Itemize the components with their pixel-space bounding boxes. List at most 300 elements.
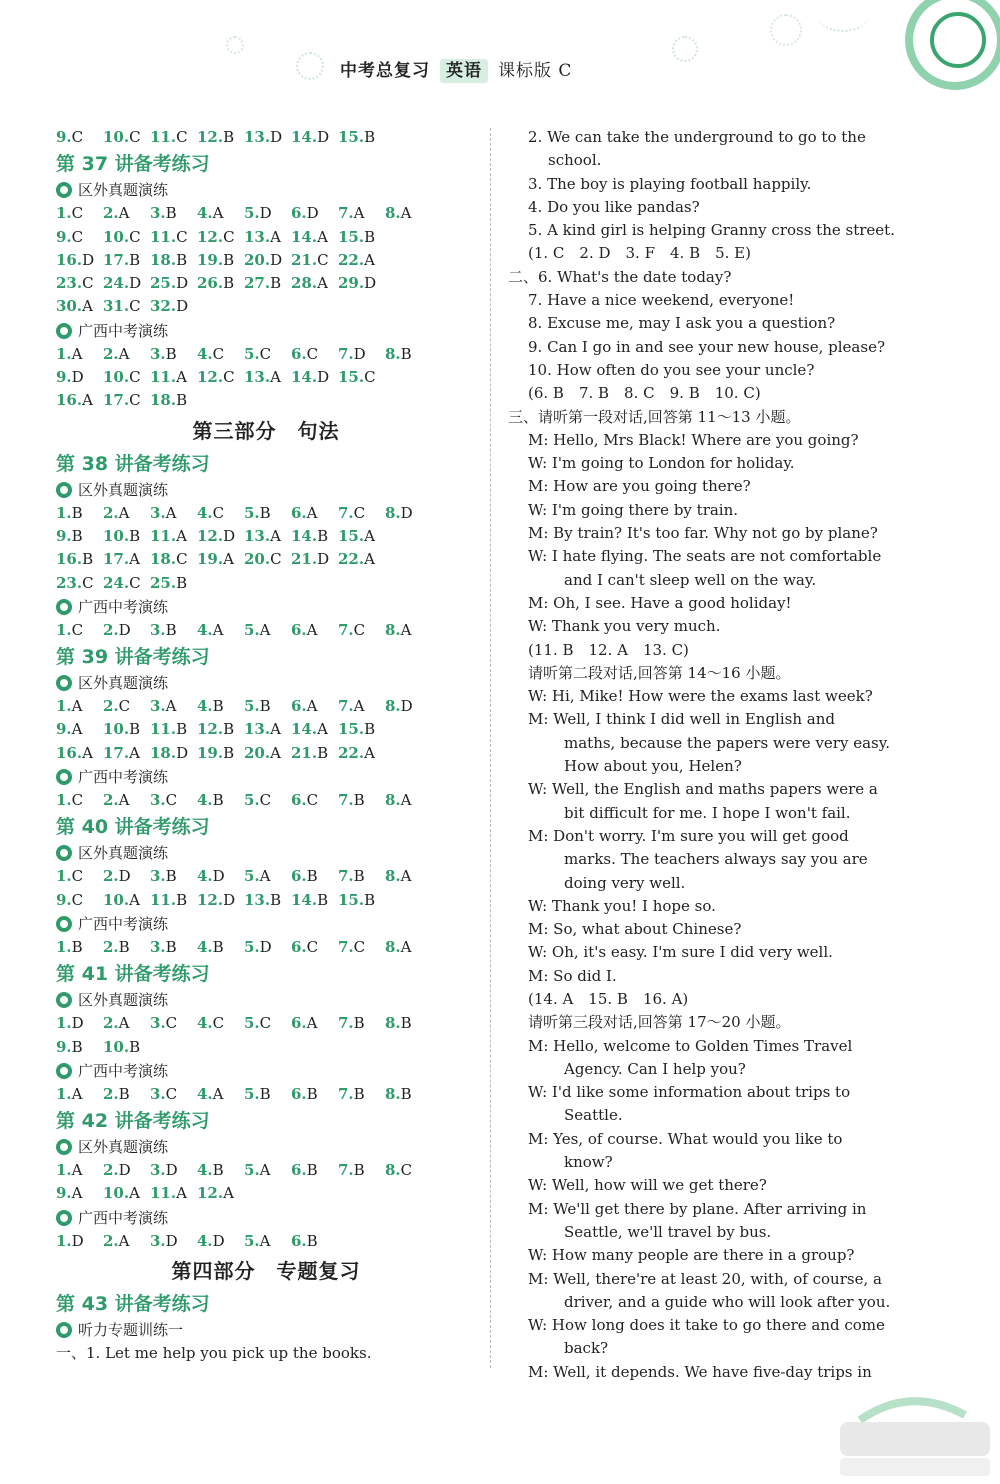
question-number: 4. [197, 697, 213, 716]
question-number: 3. [150, 1014, 166, 1033]
answer-item [291, 202, 338, 225]
answer-item [56, 1012, 103, 1035]
answer-item [338, 366, 385, 389]
answer-letter: C [165, 791, 178, 810]
answer-letter: B [223, 274, 235, 293]
question-number: 21. [291, 550, 318, 569]
answer-letter: B [317, 743, 329, 762]
question-number: 18. [150, 391, 177, 410]
answer-item [244, 1012, 291, 1035]
answer-item [291, 249, 338, 272]
answer-item [197, 619, 244, 642]
answer-row [56, 502, 476, 525]
question-number: 2. [103, 344, 119, 363]
answer-item [150, 502, 197, 525]
question-number: 25. [150, 274, 177, 293]
answer-letter: D [118, 620, 131, 639]
answer-letter: B [71, 1037, 83, 1056]
section-bullet-icon [56, 1139, 72, 1155]
question-number: 11. [150, 128, 177, 146]
answer-item [385, 936, 432, 959]
answer-item [385, 619, 432, 642]
answer-item [150, 572, 197, 595]
answer-item [338, 619, 385, 642]
question-number: 2. [103, 503, 119, 522]
subheading-text: 区外真题演练 [78, 480, 169, 499]
lesson-heading: 第 41 讲备考练习 [56, 963, 210, 986]
answer-item [56, 389, 103, 412]
answer-row [56, 936, 476, 959]
answer-letter: B [306, 1084, 318, 1103]
section-bullet-icon [56, 845, 72, 861]
question-number: 15. [338, 368, 365, 387]
answer-letter: C [223, 227, 235, 246]
answer-letter: A [118, 344, 130, 363]
answer-item [197, 1182, 244, 1205]
answer-row [56, 1159, 476, 1182]
answer-item [150, 525, 197, 548]
question-number: 5. [244, 1014, 260, 1033]
answer-row [56, 572, 476, 595]
answer-item [150, 889, 197, 912]
question-number: 7. [338, 937, 354, 956]
script-line: 3. The boy is playing football happily. [528, 174, 812, 193]
answer-item [244, 202, 291, 225]
question-number: 19. [197, 743, 224, 762]
script-line: 9. Can I go in and see your new house, please? [528, 337, 885, 356]
question-number: 13. [244, 526, 271, 545]
answer-letter: C [71, 890, 84, 909]
question-number: 23. [56, 274, 83, 293]
lesson-heading: 第 39 讲备考练习 [56, 646, 210, 669]
question-number: 14. [291, 128, 318, 146]
answer-letter: A [400, 867, 412, 886]
answer-letter: D [317, 368, 330, 387]
question-number: 5. [244, 1161, 260, 1180]
question-number: 7. [338, 1084, 354, 1103]
question-number: 10. [103, 890, 130, 909]
answer-letter: C [71, 128, 84, 146]
answer-letter: B [165, 204, 177, 223]
script-line: 请听第三段对话,回答第 17～20 小题。 [528, 1013, 791, 1032]
question-number: 3. [150, 791, 166, 810]
script-line: W: Thank you very much. [528, 617, 721, 636]
answer-item [103, 1182, 150, 1205]
answer-letter: C [129, 391, 141, 410]
answer-letter: D [71, 368, 84, 387]
script-line: Seattle. [564, 1106, 623, 1125]
question-number: 1. [56, 1014, 72, 1033]
subheading-text: 广西中考演练 [78, 914, 169, 933]
answer-letter: A [270, 368, 281, 387]
answer-letter: B [306, 867, 318, 886]
answer-item [103, 1159, 150, 1182]
answer-item [338, 126, 385, 149]
script-line: W: Well, the English and maths papers were a [528, 780, 878, 799]
question-number: 5. [244, 1231, 260, 1250]
answer-letter: D [317, 550, 330, 569]
answer-letter: A [259, 1161, 271, 1180]
answer-item [291, 343, 338, 366]
question-number: 7. [338, 344, 354, 363]
answer-item [291, 525, 338, 548]
answer-letter: B [353, 791, 365, 810]
script-line: M: Hello, Mrs Black! Where are you going? [528, 430, 859, 449]
answer-item [385, 865, 432, 888]
script-line: and I can't sleep well on the way. [564, 570, 817, 589]
answer-row [56, 1182, 476, 1205]
question-number: 13. [244, 368, 271, 387]
answer-letter: B [317, 526, 329, 545]
question-number: 1. [56, 867, 72, 886]
answer-item [103, 889, 150, 912]
answer-letter: C [306, 344, 319, 363]
answer-letter: C [353, 503, 366, 522]
answer-letter: A [71, 1084, 83, 1103]
answer-item [338, 1012, 385, 1035]
lesson-heading: 第 43 讲备考练习 [56, 1293, 210, 1316]
answer-letter: A [71, 697, 83, 716]
question-number: 4. [197, 867, 213, 886]
answer-letter: B [364, 890, 376, 909]
part-heading: 第三部分 句法 [192, 418, 340, 443]
answer-item [244, 695, 291, 718]
script-line: Agency. Can I help you? [564, 1059, 746, 1078]
subject-badge: 英语 [440, 59, 488, 83]
answer-item [197, 1012, 244, 1035]
script-line: M: Don't worry. I'm sure you will get good [528, 826, 849, 845]
question-number: 20. [244, 550, 271, 569]
answer-letter: C [71, 791, 84, 810]
answer-item [197, 789, 244, 812]
section-bullet-icon [56, 182, 72, 198]
answer-row [56, 249, 476, 272]
answer-letter: B [364, 128, 376, 146]
question-number: 6. [291, 620, 307, 639]
question-number: 29. [338, 274, 365, 293]
answer-letter: D [270, 250, 283, 269]
section-bullet-icon [56, 323, 72, 339]
answer-item [150, 295, 197, 318]
answer-letter: A [165, 697, 177, 716]
answer-letter: D [212, 867, 225, 886]
script-line: W: How many people are there in a group? [528, 1246, 855, 1265]
answer-item [56, 789, 103, 812]
question-number: 24. [103, 573, 130, 592]
question-number: 6. [291, 697, 307, 716]
answer-item [150, 619, 197, 642]
answer-item [150, 226, 197, 249]
answer-letter: C [165, 1084, 178, 1103]
answer-letter: C [353, 620, 366, 639]
answer-letter: A [306, 1014, 318, 1033]
answer-item [56, 126, 103, 149]
question-number: 6. [291, 791, 307, 810]
script-line: W: Hi, Mike! How were the exams last week? [528, 687, 873, 706]
answer-item [56, 1159, 103, 1182]
script-line: M: How are you going there? [528, 477, 751, 496]
question-number: 5. [244, 503, 260, 522]
answer-letter: C [71, 204, 84, 223]
answer-letter: A [118, 1231, 130, 1250]
answer-letter: A [129, 743, 140, 762]
exercise-subheading [56, 912, 476, 936]
answer-item [385, 695, 432, 718]
question-number: 25. [150, 573, 177, 592]
answer-letter: D [129, 274, 142, 293]
answer-letter: A [82, 743, 93, 762]
answer-letter: D [71, 1231, 84, 1250]
script-line: M: Yes, of course. What would you like to [528, 1129, 843, 1148]
answer-letter: B [129, 1037, 141, 1056]
answer-item [56, 1036, 103, 1059]
answer-letter: D [212, 1231, 225, 1250]
answer-row [56, 695, 476, 718]
answer-item [244, 619, 291, 642]
answer-item [291, 226, 338, 249]
answer-item [103, 366, 150, 389]
answer-item [103, 936, 150, 959]
script-line: W: How long does it take to go there and come [528, 1316, 885, 1335]
question-number: 8. [385, 791, 401, 810]
question-number: 5. [244, 937, 260, 956]
question-number: 11. [150, 368, 177, 387]
question-number: 3. [150, 867, 166, 886]
answer-item [291, 366, 338, 389]
answer-item [197, 502, 244, 525]
script-line: 10. How often do you see your uncle? [528, 360, 815, 379]
answer-item [103, 548, 150, 571]
answer-letter: C [212, 1014, 225, 1033]
page-header [0, 0, 1000, 100]
question-number: 30. [56, 297, 83, 316]
answer-item [103, 226, 150, 249]
answer-item [338, 202, 385, 225]
answer-letter: D [259, 204, 272, 223]
answer-letter: D [165, 1231, 178, 1250]
answer-item [338, 865, 385, 888]
subheading-text: 广西中考演练 [78, 597, 169, 616]
question-number: 2. [103, 1014, 119, 1033]
question-number: 9. [56, 1184, 72, 1203]
question-number: 10. [103, 526, 130, 545]
answer-item [338, 936, 385, 959]
answer-letter: C [129, 128, 141, 146]
answer-letter: B [223, 720, 235, 739]
answer-letter: A [176, 526, 187, 545]
question-number: 4. [197, 791, 213, 810]
answer-item [244, 249, 291, 272]
question-number: 19. [197, 250, 224, 269]
question-number: 12. [197, 227, 224, 246]
answer-item [56, 343, 103, 366]
answer-letter: D [317, 128, 330, 146]
exercise-subheading [56, 1206, 476, 1230]
answer-row [56, 202, 476, 225]
answer-letter: C [129, 297, 141, 316]
lesson-heading: 第 37 讲备考练习 [56, 153, 210, 176]
answer-item [338, 272, 385, 295]
answer-letter: C [176, 227, 188, 246]
answer-letter: C [129, 227, 141, 246]
answer-letter: C [129, 573, 141, 592]
answer-letter: A [270, 720, 281, 739]
answer-item [385, 1083, 432, 1106]
script-line: W: I'm going to London for holiday. [528, 454, 795, 473]
answer-letter: A [306, 503, 318, 522]
answer-letter: B [364, 720, 376, 739]
section-bullet-icon [56, 916, 72, 932]
answer-row [56, 343, 476, 366]
answer-letter: B [259, 503, 271, 522]
answer-item [56, 525, 103, 548]
question-number: 3. [150, 1231, 166, 1250]
answer-item [338, 789, 385, 812]
question-number: 1. [56, 791, 72, 810]
script-line: maths, because the papers were very easy. [564, 733, 890, 752]
subheading-text: 广西中考演练 [78, 1061, 169, 1080]
answer-letter: D [364, 274, 377, 293]
answer-letter: A [129, 890, 140, 909]
answer-item [291, 548, 338, 571]
question-number: 26. [197, 274, 224, 293]
answer-item [338, 343, 385, 366]
answer-item [103, 202, 150, 225]
question-number: 9. [56, 890, 72, 909]
script-line: M: Well, it depends. We have five-day trips in [528, 1362, 872, 1381]
answer-letter: A [400, 620, 412, 639]
answer-letter: B [71, 526, 83, 545]
script-line: M: So did I. [528, 966, 617, 985]
question-number: 20. [244, 743, 271, 762]
script-line: W: Thank you! I hope so. [528, 896, 716, 915]
answer-letter: A [176, 1184, 187, 1203]
answer-letter: A [71, 1184, 83, 1203]
answer-row [56, 272, 476, 295]
answer-letter: A [306, 620, 318, 639]
question-number: 8. [385, 503, 401, 522]
question-number: 22. [338, 250, 365, 269]
answer-item [291, 619, 338, 642]
question-number: 15. [338, 526, 365, 545]
question-number: 4. [197, 1231, 213, 1250]
question-number: 9. [56, 227, 72, 246]
answer-item [338, 525, 385, 548]
subheading-text: 广西中考演练 [78, 1208, 169, 1227]
question-number: 17. [103, 743, 130, 762]
answer-letter: C [71, 620, 84, 639]
question-number: 4. [197, 1161, 213, 1180]
script-line: driver, and a guide who will look after you. [564, 1292, 891, 1311]
answer-item [244, 742, 291, 765]
answer-row [56, 366, 476, 389]
answer-letter: A [212, 1084, 224, 1103]
question-number: 10. [103, 128, 130, 146]
question-number: 15. [338, 227, 365, 246]
question-number: 7. [338, 503, 354, 522]
answer-item [197, 272, 244, 295]
answer-item [56, 1083, 103, 1106]
answer-item [291, 695, 338, 718]
answer-item [244, 718, 291, 741]
question-number: 31. [103, 297, 130, 316]
answer-item [103, 742, 150, 765]
answer-letter: A [270, 227, 281, 246]
question-number: 4. [197, 1014, 213, 1033]
corner-emblem-inner [930, 12, 986, 68]
answer-item [197, 742, 244, 765]
answer-letter: C [129, 368, 141, 387]
question-number: 12. [197, 1184, 224, 1203]
answer-letter: A [118, 204, 130, 223]
question-number: 1. [56, 620, 72, 639]
answer-letter: B [118, 1084, 130, 1103]
answer-item [291, 1012, 338, 1035]
answer-letter: C [306, 937, 319, 956]
answer-item [150, 548, 197, 571]
question-number: 24. [103, 274, 130, 293]
answer-item [56, 272, 103, 295]
question-number: 10. [103, 720, 130, 739]
question-number: 14. [291, 526, 318, 545]
answer-item [291, 1230, 338, 1253]
answer-letter: C [71, 867, 84, 886]
script-line: (6. B 7. B 8. C 9. B 10. C) [528, 384, 761, 403]
question-number: 10. [103, 368, 130, 387]
answer-letter: A [270, 526, 281, 545]
script-line: How about you, Helen? [564, 757, 742, 776]
subheading-text: 听力专题训练一 [78, 1321, 184, 1340]
answer-letter: D [71, 1014, 84, 1033]
answer-letter: B [259, 1084, 271, 1103]
answer-letter: A [317, 227, 328, 246]
answer-item [103, 525, 150, 548]
question-number: 2. [103, 867, 119, 886]
answer-item [103, 865, 150, 888]
script-line: Seattle, we'll travel by bus. [564, 1222, 772, 1241]
answer-item [56, 548, 103, 571]
script-line: know? [564, 1153, 613, 1172]
answer-item [291, 1083, 338, 1106]
answer-letter: B [212, 1161, 224, 1180]
answer-letter: B [176, 391, 188, 410]
subheading-text: 广西中考演练 [78, 768, 169, 787]
question-number: 8. [385, 1161, 401, 1180]
question-number: 5. [244, 344, 260, 363]
listening-script-column [508, 126, 916, 1384]
question-number: 3. [150, 1161, 166, 1180]
watermark-logo-icon [830, 1380, 1000, 1480]
answer-letter: D [118, 1161, 131, 1180]
lesson-heading: 第 42 讲备考练习 [56, 1110, 210, 1133]
answer-letter: B [129, 526, 141, 545]
answer-item [244, 936, 291, 959]
header-title [340, 56, 572, 81]
answer-letter: B [165, 937, 177, 956]
question-number: 3. [150, 1084, 166, 1103]
answer-item [150, 865, 197, 888]
answer-row [56, 789, 476, 812]
answer-letter: B [223, 743, 235, 762]
answer-item [103, 502, 150, 525]
question-number: 7. [338, 697, 354, 716]
question-number: 14. [291, 227, 318, 246]
question-number: 1. [56, 1161, 72, 1180]
answer-item [338, 1159, 385, 1182]
answer-letter: B [71, 937, 83, 956]
exercise-subheading [56, 1059, 476, 1083]
question-number: 10. [103, 1184, 130, 1203]
